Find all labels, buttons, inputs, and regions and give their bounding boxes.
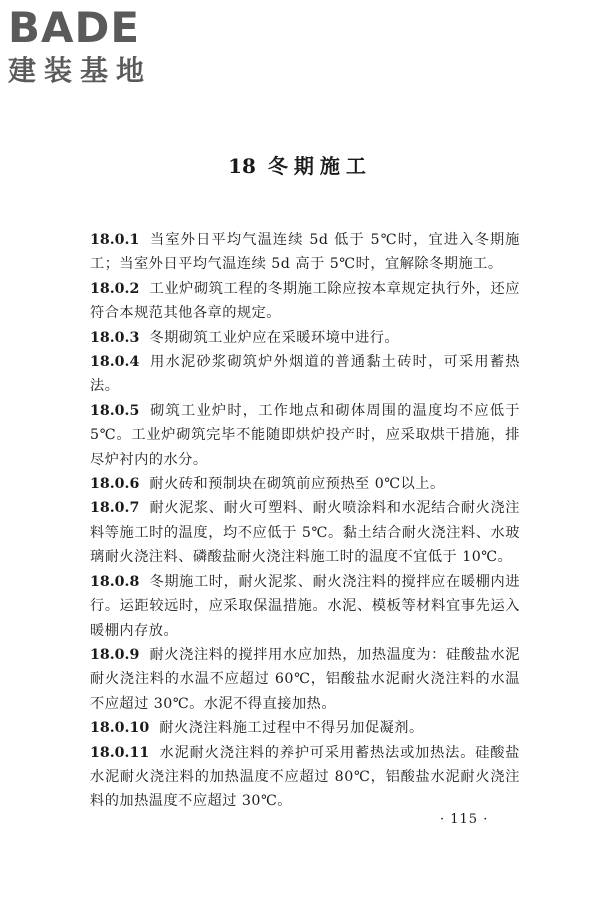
clause-18-0-9 bbox=[90, 643, 520, 716]
watermark-logo bbox=[8, 4, 178, 88]
clause-text: 冬期施工时，耐火泥浆、耐火浇注料的搅拌应在暖棚内进行。运距较远时，应采取保温措施。水泥、模板等材料宜事先运入暖棚内存放。 bbox=[90, 573, 520, 639]
chapter-title bbox=[0, 150, 600, 179]
watermark-subtitle: 建装基地 bbox=[8, 54, 153, 87]
clause-18-0-1 bbox=[90, 228, 520, 277]
clause-text: 冬期砌筑工业炉应在采暖环境中进行。 bbox=[149, 329, 400, 346]
clause-number: 18.0.7 bbox=[90, 500, 140, 517]
clause-text: 砌筑工业炉时，工作地点和砌体周围的温度均不应低于 5℃。工业炉砌筑完毕不能随即烘炉投产时，应采取烘干措施，排尽炉衬内的水分。 bbox=[90, 402, 520, 468]
clause-18-0-10 bbox=[90, 716, 520, 740]
clause-text: 当室外日平均气温连续 5d 低于 5℃时，宜进入冬期施工；当室外日平均气温连续 5d 高于 5℃时，宜解除冬期施工。 bbox=[90, 232, 520, 273]
clause-text: 水泥耐火浇注料的养护可采用蓄热法或加热法。硅酸盐水泥耐火浇注料的加热温度不应超过 80℃，铝酸盐水泥耐火浇注料的加热温度不应超过 30℃。 bbox=[90, 744, 520, 810]
clause-number: 18.0.6 bbox=[90, 476, 140, 493]
clause-number: 18.0.9 bbox=[90, 646, 140, 663]
clause-number: 18.0.4 bbox=[90, 354, 140, 371]
clause-18-0-2 bbox=[90, 277, 520, 326]
chapter-title-text: 冬期施工 bbox=[267, 154, 372, 178]
chapter-number: 18 bbox=[228, 154, 256, 178]
clause-18-0-3 bbox=[90, 326, 520, 350]
clause-number: 18.0.8 bbox=[90, 573, 140, 590]
clause-18-0-4 bbox=[90, 350, 520, 399]
clause-list bbox=[90, 228, 520, 814]
clause-18-0-6 bbox=[90, 472, 520, 496]
clause-text: 耐火浇注料的搅拌用水应加热，加热温度为：硅酸盐水泥耐火浇注料的水温不应超过 60℃，铝酸盐水泥耐火浇注料的水温不应超过 30℃。水泥不得直接加热。 bbox=[90, 646, 520, 712]
clause-18-0-11 bbox=[90, 741, 520, 814]
page-number: · 115 · bbox=[440, 812, 489, 827]
clause-number: 18.0.1 bbox=[90, 232, 140, 248]
clause-number: 18.0.10 bbox=[90, 720, 150, 737]
clause-18-0-5 bbox=[90, 399, 520, 472]
clause-number: 18.0.5 bbox=[90, 402, 140, 419]
clause-text: 用水泥砂浆砌筑炉外烟道的普通黏土砖时，可采用蓄热法。 bbox=[90, 354, 520, 395]
clause-text: 耐火泥浆、耐火可塑料、耐火喷涂料和水泥结合耐火浇注料等施工时的温度，均不应低于 5℃。黏土结合耐火浇注料、水玻璃耐火浇注料、磷酸盐耐火浇注料施工时的温度不宜低于 10℃。 bbox=[90, 500, 520, 566]
watermark-brand: BADE bbox=[8, 3, 141, 52]
clause-text: 工业炉砌筑工程的冬期施工除应按本章规定执行外，还应符合本规范其他各章的规定。 bbox=[90, 280, 520, 322]
clause-18-0-7 bbox=[90, 496, 520, 569]
clause-number: 18.0.2 bbox=[90, 280, 140, 297]
clause-18-0-8 bbox=[90, 570, 520, 643]
clause-text: 耐火砖和预制块在砌筑前应预热至 0℃以上。 bbox=[149, 476, 445, 493]
clause-number: 18.0.3 bbox=[90, 329, 140, 346]
clause-text: 耐火浇注料施工过程中不得另加促凝剂。 bbox=[159, 720, 424, 737]
clause-number: 18.0.11 bbox=[90, 744, 150, 761]
